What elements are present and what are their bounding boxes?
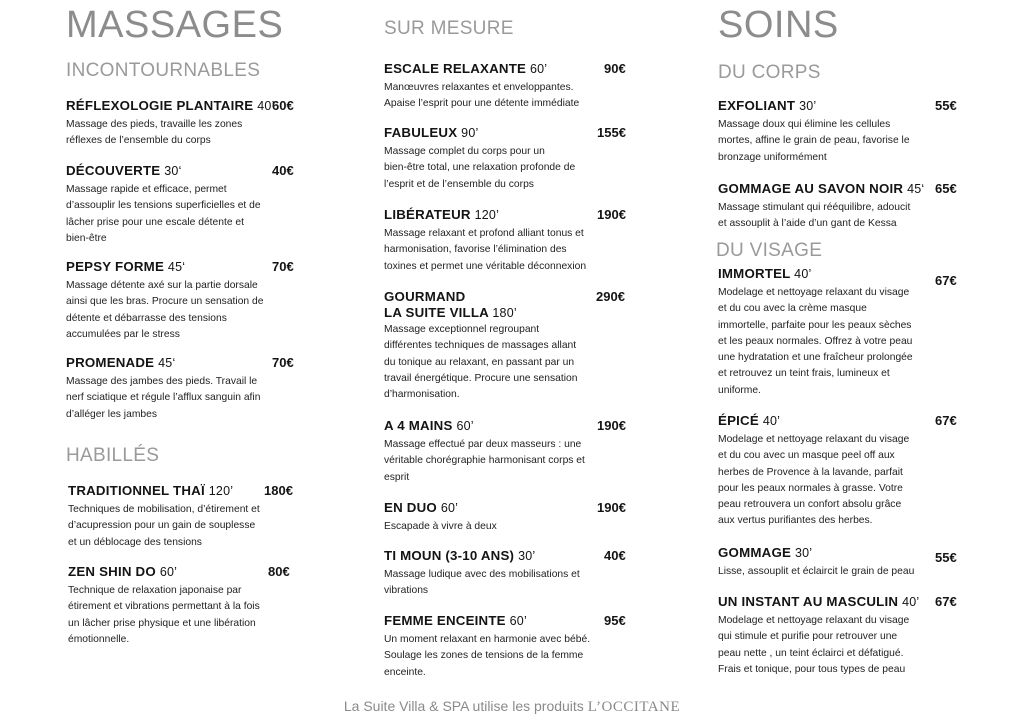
menu-item-4-mains: A 4 MAINS 60’ 190€ Massage effectué par deux masseurs : une véritable chorégraphie harmonisant corps et esprit (384, 418, 626, 483)
du-visage-heading: DU VISAGE (716, 240, 823, 261)
menu-item-reflexologie: RÉFLEXOLOGIE PLANTAIRE 40’ 60€ Massage des pieds, travaille les zones réflexes de l’ensemble du corps (66, 98, 294, 147)
menu-item-zen-shin-do: ZEN SHIN DO 60’ 80€ Technique de relaxation japonaise par étirement et vibrations permettant à la fois un lâcher prise physique et une libération émotionnelle. (68, 564, 290, 645)
item-price: 80€ (268, 564, 290, 579)
item-price: 40€ (604, 548, 626, 563)
item-price: 70€ (272, 355, 294, 370)
menu-item-traditionnel-thai: TRADITIONNEL THAÏ 120’ 180€ Techniques de mobilisation, d’étirement et d’acupression pour un gain de souplesse et un déblocage des tensions (68, 483, 293, 548)
massages-title: MASSAGES (66, 4, 284, 46)
menu-item-gourmand: GOURMAND LA SUITE VILLA 180’ 290€ Massage exceptionnel regroupant différentes techniques de massages allant du tonique au relaxant, en passant par un travail énergétique. Procure une sensation d’harmonisation. (384, 289, 625, 401)
item-price: 65€ (935, 181, 957, 196)
item-price: 190€ (597, 500, 626, 515)
menu-item-escale-relaxante: ESCALE RELAXANTE 60’ 90€ Manœuvres relaxantes et enveloppantes. Apaise l’esprit pour une détente immédiate (384, 61, 626, 110)
footer (0, 698, 1024, 716)
footer-text: La Suite Villa & SPA utilise les produits (343, 698, 584, 714)
item-price: 290€ (596, 289, 625, 304)
menu-item-pepsy-forme: PEPSY FORME 45‘ 70€ Massage détente axé sur la partie dorsale ainsi que les bras. Procure un sensation de détente et débarrasse des tensions accumulées par le stress (66, 259, 294, 340)
item-price: 55€ (935, 98, 957, 113)
incontournables-heading: INCONTOURNABLES (66, 60, 261, 81)
menu-item-decouverte: DÉCOUVERTE 30‘ 40€ Massage rapide et efficace, permet d’assouplir les tensions superficielles et de lâcher prise pour une escale détente et bien-être (66, 163, 294, 244)
menu-item-epice: ÉPICÉ 40’ 67€ Modelage et nettoyage relaxant du visage et du cou avec un masque peel off aux herbes de Provence à la lavande, parfait pour les peaux normales à grasse. Votre peau retrouvera un confort absolu grâce aux vertus purifiantes des herbes. (718, 413, 957, 527)
item-price: 60€ (272, 98, 294, 113)
item-price: 67€ (935, 413, 957, 428)
menu-item-gommage: GOMMAGE 30’ 55€ Lisse, assouplit et éclaircit le grain de peau (718, 545, 957, 577)
menu-item-femme-enceinte: FEMME ENCEINTE 60’ 95€ Un moment relaxant en harmonie avec bébé. Soulage les zones de tensions de la femme enceinte. (384, 613, 626, 678)
item-price: 180€ (264, 483, 293, 498)
item-price: 90€ (604, 61, 626, 76)
item-price: 190€ (597, 207, 626, 222)
soins-title: SOINS (718, 4, 839, 46)
item-price: 70€ (272, 259, 294, 274)
item-price: 190€ (597, 418, 626, 433)
item-price: 40€ (272, 163, 294, 178)
menu-item-promenade: PROMENADE 45‘ 70€ Massage des jambes des pieds. Travail le nerf sciatique et régule l’afflux sanguin afin d’alléger les jambes (66, 355, 294, 420)
menu-item-liberateur: LIBÉRATEUR 120’ 190€ Massage relaxant et profond alliant tonus et harmonisation, favorise l’élimination des toxines et permet une véritable déconnexion (384, 207, 626, 272)
menu-item-exfoliant: EXFOLIANT 30’ 55€ Massage doux qui élimine les cellules mortes, affine le grain de peau, favorise le bronzage uniformément (718, 98, 957, 163)
menu-item-gommage-savon-noir: GOMMAGE AU SAVON NOIR 45‘ 65€ Massage stimulant qui rééquilibre, adoucit et assouplit à l’aide d’un gant de Kessa (718, 181, 957, 230)
item-price: 155€ (597, 125, 626, 140)
item-price: 95€ (604, 613, 626, 628)
brand-logo-text: L’OCCITANE (587, 699, 681, 715)
menu-item-en-duo: EN DUO 60’ 190€ Escapade à vivre à deux (384, 500, 626, 532)
sur-mesure-heading: SUR MESURE (384, 18, 514, 39)
menu-item-instant-masculin: UN INSTANT AU MASCULIN 40’ 67€ Modelage et nettoyage relaxant du visage qui stimule et purifie pour retrouver une peau nette , un teint éclairci et défatigué. Frais et tonique, pour tous types de peau (718, 594, 957, 675)
menu-item-immortel: IMMORTEL 40’ 67€ Modelage et nettoyage relaxant du visage et du cou avec la crème masque immortelle, parfaite pour les peaux sèches et les peaux normales. Offrez à votre peau une hydratation et une fraîcheur prolongée et retrouvez un teint frais, lumineux et uniforme. (718, 266, 957, 396)
menu-item-ti-moun: TI MOUN (3-10 ANS) 30’ 40€ Massage ludique avec des mobilisations et vibrations (384, 548, 626, 597)
item-price: 67€ (935, 594, 957, 609)
du-corps-heading: DU CORPS (718, 62, 821, 83)
menu-item-fabuleux: FABULEUX 90’ 155€ Massage complet du corps pour un bien-être total, une relaxation profonde de l’esprit et de l’ensemble du corps (384, 125, 626, 190)
habilles-heading: HABILLÉS (66, 445, 160, 466)
item-price: 67€ (935, 273, 957, 288)
item-price: 55€ (935, 550, 957, 565)
